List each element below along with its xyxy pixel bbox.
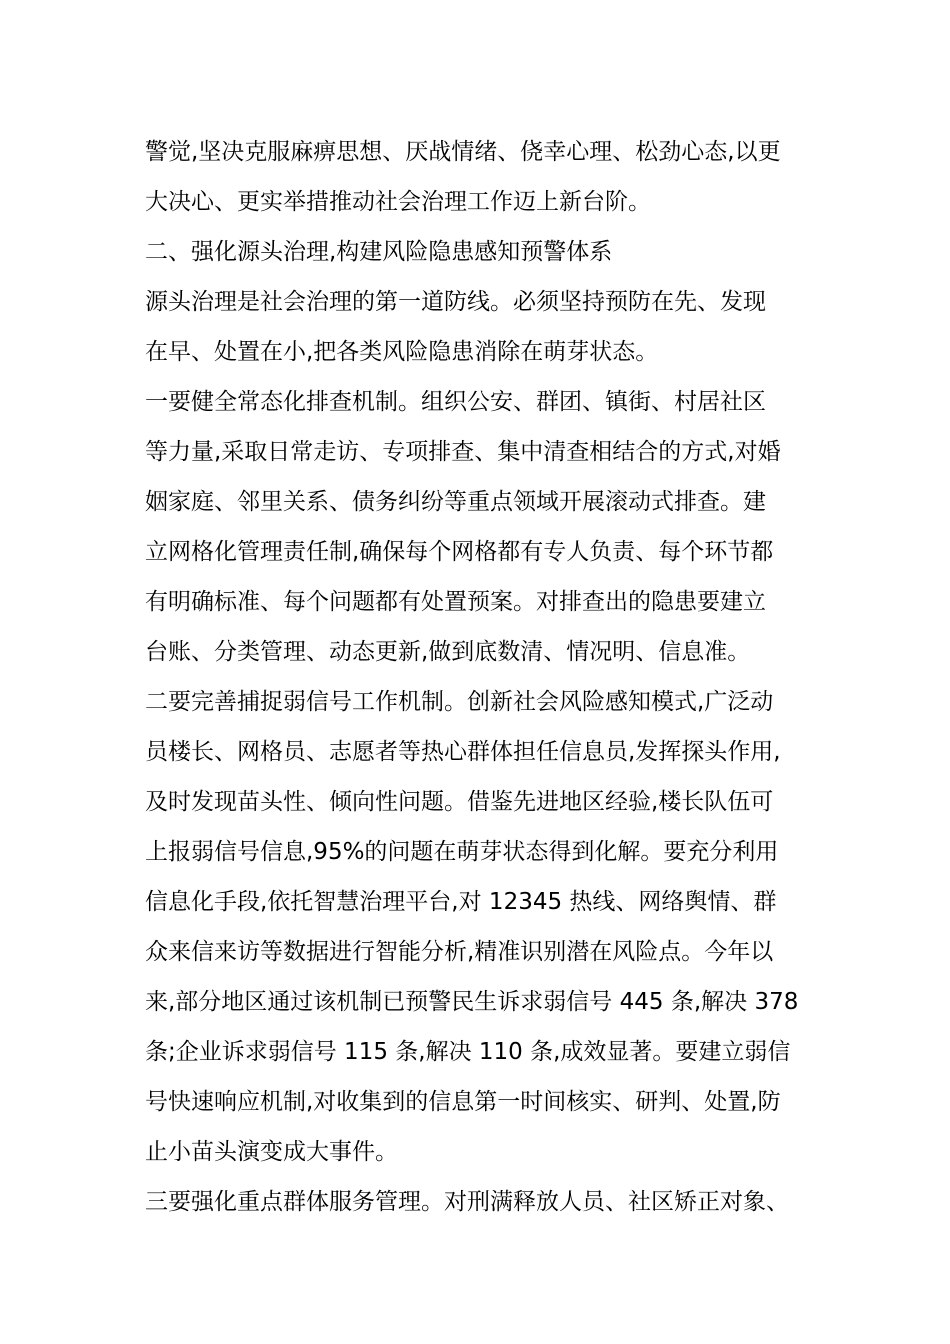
text-line: 及时发现苗头性、倾向性问题。借鉴先进地区经验,楼长队伍可: [145, 789, 774, 815]
section-heading: 二、强化源头治理,构建风险隐患感知预警体系: [145, 239, 613, 265]
text-line: 大决心、更实举措推动社会治理工作迈上新台阶。: [145, 189, 651, 215]
text-line: 立网格化管理责任制,确保每个网格都有专人负责、每个环节都: [145, 539, 774, 565]
text-line: 上报弱信号信息,95%的问题在萌芽状态得到化解。要充分利用: [145, 839, 779, 865]
text-line: 警觉,坚决克服麻痹思想、厌战情绪、侥幸心理、松劲心态,以更: [145, 139, 781, 165]
text-line: 员楼长、网格员、志愿者等热心群体担任信息员,发挥探头作用,: [145, 739, 781, 765]
text-line: 有明确标准、每个问题都有处置预案。对排查出的隐患要建立: [145, 589, 766, 615]
text-line: 号快速响应机制,对收集到的信息第一时间核实、研判、处置,防: [145, 1089, 781, 1115]
text-line: 源头治理是社会治理的第一道防线。必须坚持预防在先、发现: [145, 289, 766, 315]
text-line: 条;企业诉求弱信号 115 条,解决 110 条,成效显著。要建立弱信: [145, 1039, 791, 1065]
text-line: 止小苗头演变成大事件。: [145, 1139, 398, 1165]
text-line: 来,部分地区通过该机制已预警民生诉求弱信号 445 条,解决 378: [145, 989, 799, 1015]
text-line: 一要健全常态化排查机制。组织公安、群团、镇街、村居社区: [145, 389, 766, 415]
text-line: 在早、处置在小,把各类风险隐患消除在萌芽状态。: [145, 339, 659, 365]
text-line: 台账、分类管理、动态更新,做到底数清、情况明、信息准。: [145, 639, 751, 665]
text-line: 众来信来访等数据进行智能分析,精准识别潜在风险点。今年以: [145, 939, 774, 965]
text-line: 信息化手段,依托智慧治理平台,对 12345 热线、网络舆情、群: [145, 889, 777, 915]
text-line: 姻家庭、邻里关系、债务纠纷等重点领域开展滚动式排查。建: [145, 489, 766, 515]
text-line: 二要完善捕捉弱信号工作机制。创新社会风险感知模式,广泛动: [145, 689, 774, 715]
text-line: 等力量,采取日常走访、专项排查、集中清查相结合的方式,对婚: [145, 439, 781, 465]
document-body: [145, 127, 835, 1227]
text-line: 三要强化重点群体服务管理。对刑满释放人员、社区矫正对象、: [145, 1189, 789, 1215]
